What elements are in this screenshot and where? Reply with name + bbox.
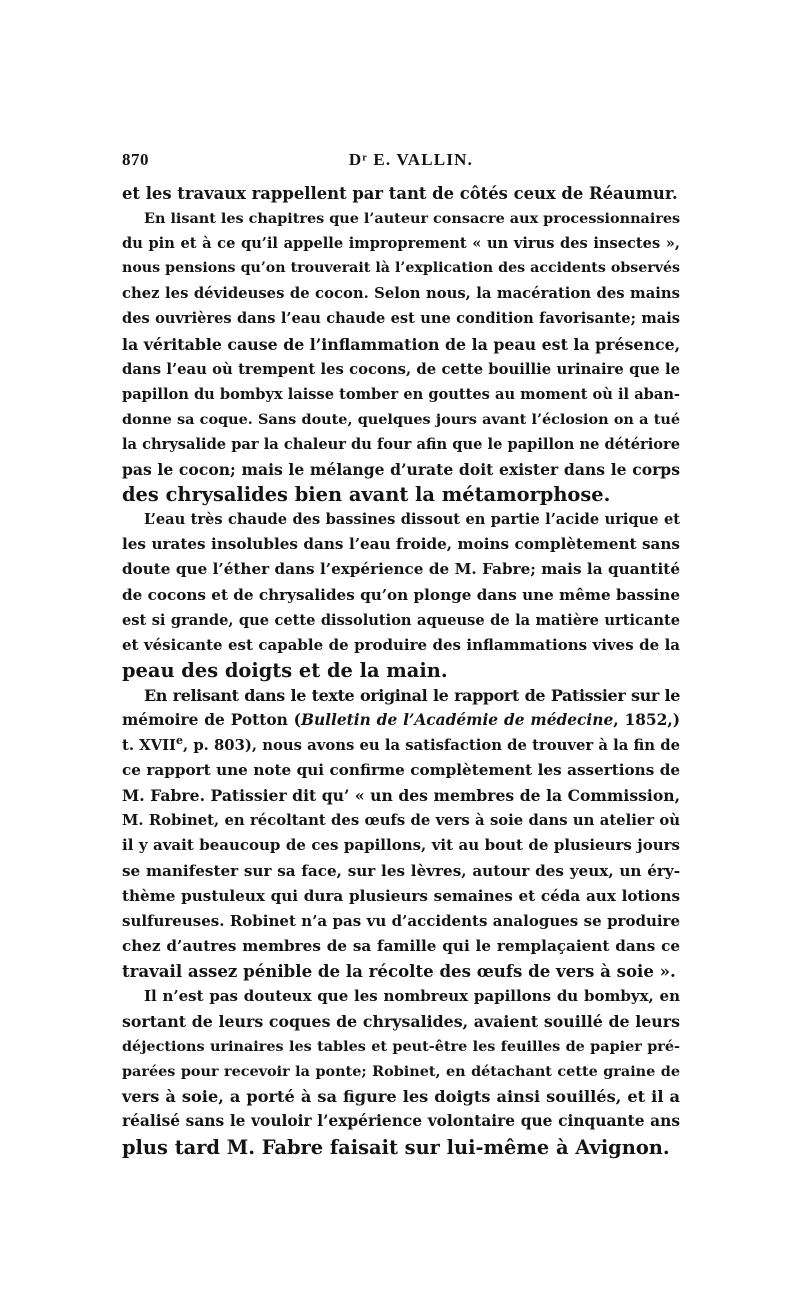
text-line: et vésicante est capable de produire des inflammations vives de la bbox=[122, 635, 680, 654]
paragraph-3 bbox=[122, 507, 680, 683]
paragraph-4 bbox=[122, 683, 680, 984]
text-line: et les travaux rappellent par tant de côtés ceux de Réaumur. bbox=[122, 184, 678, 203]
text-line: sulfureuses. Robinet n’a pas vu d’accidents analogues se produire bbox=[122, 911, 680, 930]
text-segment: , p. 803), nous avons eu la satisfaction de trouver à la fin de bbox=[182, 737, 680, 755]
text-line: pas le cocon; mais le mélange d’urate doit exister dans le corps bbox=[122, 460, 680, 480]
text-segment: , 1852, bbox=[613, 710, 673, 729]
text-line: En relisant dans le texte original le rapport de Patissier sur le bbox=[144, 685, 680, 705]
text-segment: mémoire de Potton ( bbox=[122, 710, 301, 729]
text-line: donne sa coque. Sans doute, quelques jours avant l’éclosion on a tué bbox=[122, 410, 680, 428]
text-line: mémoire de Potton (Bulletin de l’Académie de médecine, 1852,) bbox=[122, 710, 680, 729]
text-line: M. Fabre. Patissier dit qu’ « un des membres de la Commission, bbox=[122, 786, 680, 806]
text-line: chez les dévideuses de cocon. Selon nous, la macération des mains bbox=[122, 285, 680, 303]
text-line: En lisant les chapitres que l’auteur consacre aux processionnaires bbox=[144, 210, 681, 228]
paragraph-5 bbox=[122, 984, 680, 1160]
text-line: peau des doigts et de la main. bbox=[122, 658, 448, 682]
text-line: nous pensions qu’on trouverait là l’explication des accidents observés bbox=[122, 260, 680, 277]
text-line: de cocons et de chrysalides qu’on plonge dans une même bassine bbox=[122, 585, 680, 604]
text-line: ce rapport une note qui confirme complètement les assertions de bbox=[122, 761, 680, 780]
citation-title: Bulletin de l’Académie de médecine bbox=[300, 710, 614, 729]
text-line: il y avait beaucoup de ces papillons, vit au bout de plusieurs jours bbox=[122, 836, 680, 855]
text-line: sortant de leurs coques de chrysalides, avaient souillé de leurs bbox=[122, 1012, 680, 1032]
text-line: la véritable cause de l’inflammation de la peau est la présence, bbox=[122, 334, 681, 354]
text-line: des chrysalides bien avant la métamorphose. bbox=[122, 483, 611, 507]
text-line: est si grande, que cette dissolution aqueuse de la matière urticante bbox=[122, 611, 680, 629]
text-line: travail assez pénible de la récolte des œufs de vers à soie ». bbox=[122, 960, 676, 981]
text-line: se manifester sur sa face, sur les lèvres, autour des yeux, un éry- bbox=[122, 861, 680, 880]
text-line: M. Robinet, en récoltant des œufs de vers à soie dans un atelier où bbox=[122, 812, 680, 830]
running-head bbox=[122, 150, 680, 174]
text-line: plus tard M. Fabre faisait sur lui-même à Avignon. bbox=[122, 1135, 670, 1159]
text-line: déjections urinaires les tables et peut-être les feuilles de papier pré- bbox=[122, 1038, 680, 1056]
text-line: doute que l’éther dans l’expérience de M. Fabre; mais la quantité bbox=[122, 560, 680, 579]
text-line: parées pour recevoir la ponte; Robinet, en détachant cette graine de bbox=[122, 1063, 680, 1081]
text-line: Il n’est pas douteux que les nombreux papillons du bombyx, en bbox=[144, 987, 680, 1005]
text-line: la chrysalide par la chaleur du four afin que le papillon ne détériore bbox=[122, 435, 680, 453]
paragraph-1 bbox=[122, 181, 680, 206]
paragraph-2 bbox=[122, 206, 680, 507]
text-line: réalisé sans le vouloir l’expérience volontaire que cinquante ans bbox=[122, 1112, 680, 1131]
text-line: papillon du bombyx laisse tomber en gouttes au moment où il aban- bbox=[122, 385, 680, 403]
running-title: Dʳ E. VALLIN. bbox=[348, 150, 474, 169]
text-line: vers à soie, a porté à sa figure les doigts ainsi souillés, et il a bbox=[122, 1087, 680, 1107]
page-number: 870 bbox=[122, 150, 149, 169]
text-line bbox=[122, 733, 680, 758]
text-line: chez d’autres membres de sa famille qui le remplaçaient dans ce bbox=[122, 936, 680, 955]
text-line: thème pustuleux qui dura plusieurs semaines et céda aux lotions bbox=[122, 886, 680, 905]
superscript: e bbox=[175, 734, 183, 748]
text-line: du pin et à ce qu’il appelle improprement « un virus des insectes », bbox=[122, 235, 680, 253]
text-line: les urates insolubles dans l’eau froide, moins complètement sans bbox=[122, 535, 680, 554]
body-text bbox=[122, 181, 680, 1160]
text-line: L’eau très chaude des bassines dissout en partie l’acide urique et bbox=[144, 511, 680, 529]
text-line: dans l’eau où trempent les cocons, de cette bouillie urinaire que le bbox=[122, 360, 680, 378]
text-segment: t. XVII bbox=[122, 737, 176, 755]
text-line: des ouvrières dans l’eau chaude est une condition favorisante; mais bbox=[122, 310, 680, 328]
